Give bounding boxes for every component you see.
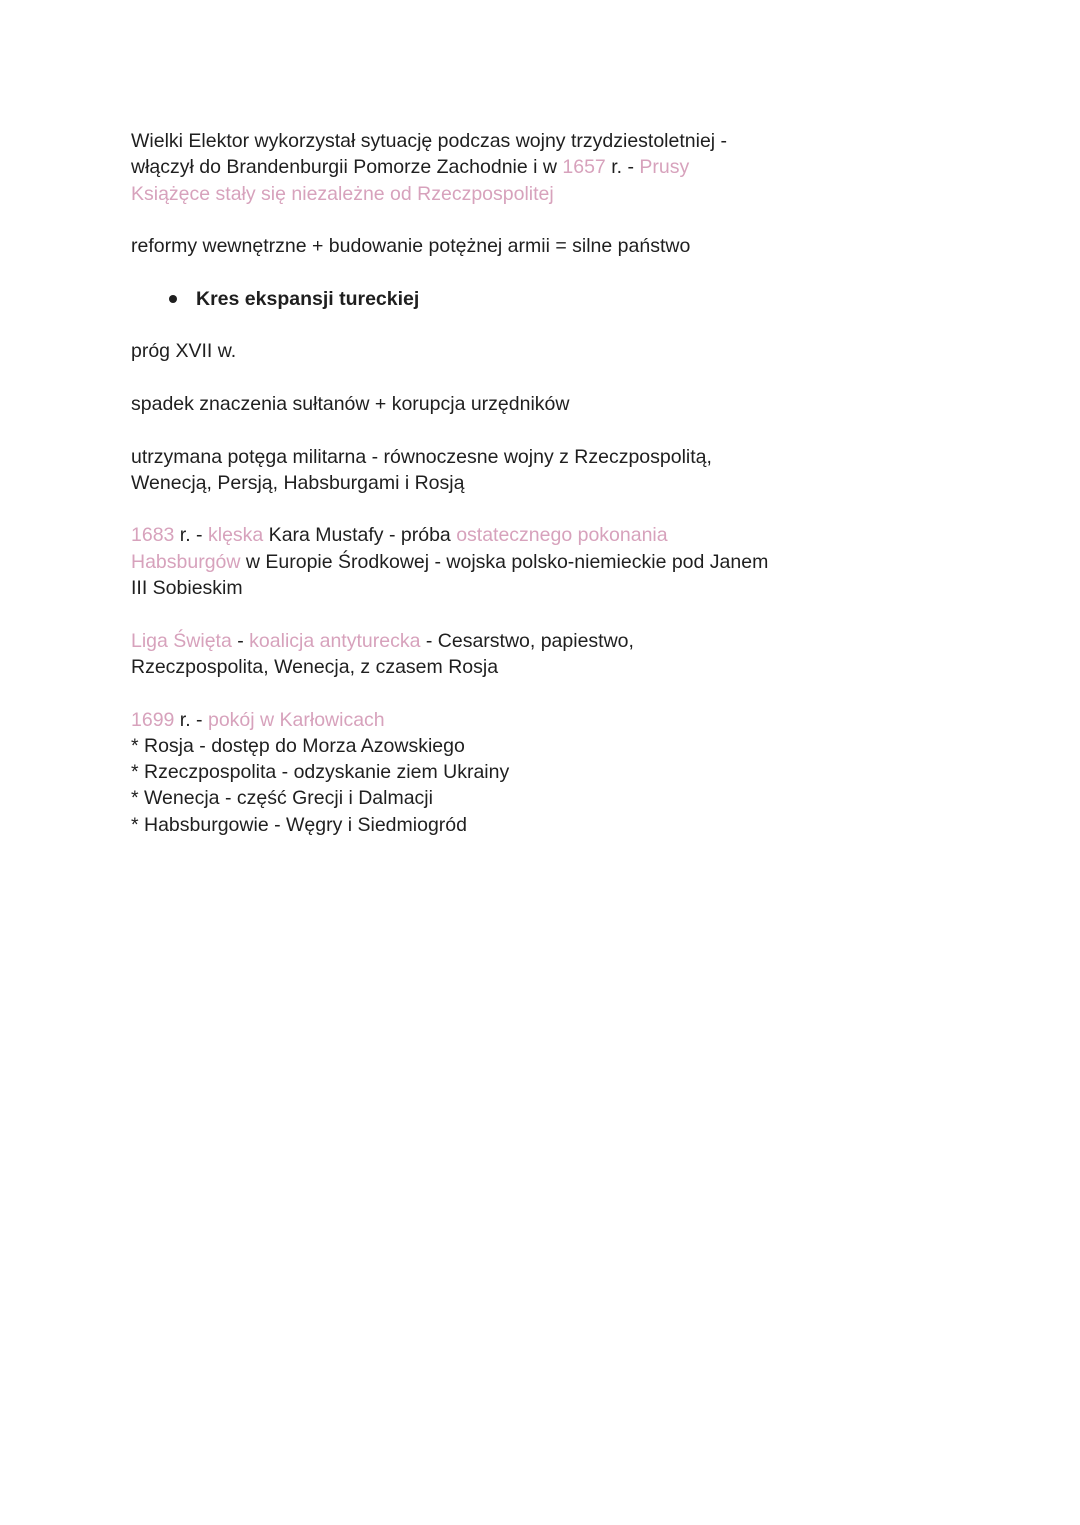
paragraph-1699 <box>131 707 831 838</box>
heading-text: Kres ekspansji tureckiej <box>196 287 420 310</box>
paragraph-liga-swieta <box>131 628 831 681</box>
section-heading <box>131 286 831 312</box>
text-run: Wielki Elektor wykorzystał sytuację podczas wojny trzydziestoletniej - <box>131 130 728 152</box>
text-run: - <box>231 629 250 652</box>
text-run: r. - <box>605 156 640 179</box>
list-item: * Habsburgowie - Węgry i Siedmiogród <box>131 813 467 836</box>
paragraph-potega <box>131 444 831 497</box>
highlighted-year: 1683 <box>131 524 175 547</box>
text-run: r. - <box>174 524 208 547</box>
paragraph-reformy: reformy wewnętrzne + budowanie potężnej armii = silne państwo <box>131 235 691 258</box>
highlighted-text: Książęce stały się niezależne od Rzeczpospolitej <box>131 182 554 205</box>
paragraph-1683 <box>131 522 831 601</box>
text-run: w Europie Środkowej - wojska polsko-niemieckie pod Janem <box>240 550 769 573</box>
text-run: Kara Mustafy - próba <box>263 524 457 547</box>
list-heading <box>131 707 831 733</box>
highlighted-year: 1699 <box>131 708 175 731</box>
list-item: * Wenecja - część Grecji i Dalmacji <box>131 787 433 810</box>
text-run: Wenecją, Persją, Habsburgami i Rosją <box>131 471 465 494</box>
list-item: * Rzeczpospolita - odzyskanie ziem Ukrainy <box>131 761 510 784</box>
paragraph-wielki-elektor <box>131 128 831 207</box>
document-page <box>131 128 831 838</box>
paragraph-spadek: spadek znaczenia sułtanów + korupcja urzędników <box>131 392 570 415</box>
highlighted-text: koalicja antyturecka <box>249 629 421 652</box>
highlighted-year: 1657 <box>562 156 606 179</box>
text-run: Rzeczpospolita, Wenecja, z czasem Rosja <box>131 655 499 678</box>
bullet-icon <box>169 295 177 303</box>
paragraph-prog: próg XVII w. <box>131 340 237 363</box>
highlighted-text: ostatecznego pokonania <box>456 524 668 547</box>
highlighted-text: Liga Święta <box>131 629 232 652</box>
text-run: - Cesarstwo, papiestwo, <box>420 629 634 652</box>
highlighted-text: pokój w Karłowicach <box>207 708 385 731</box>
text-run: włączył do Brandenburgii Pomorze Zachodnie i w <box>131 156 563 179</box>
highlighted-text: Habsburgów <box>131 550 241 573</box>
list-item: * Rosja - dostęp do Morza Azowskiego <box>131 734 465 757</box>
highlighted-text: Prusy <box>639 156 690 179</box>
text-run: utrzymana potęga militarna - równoczesne wojny z Rzeczpospolitą, <box>131 445 712 468</box>
highlighted-text: klęska <box>207 524 264 547</box>
text-run: r. - <box>174 708 208 731</box>
text-run: III Sobieskim <box>131 577 243 600</box>
